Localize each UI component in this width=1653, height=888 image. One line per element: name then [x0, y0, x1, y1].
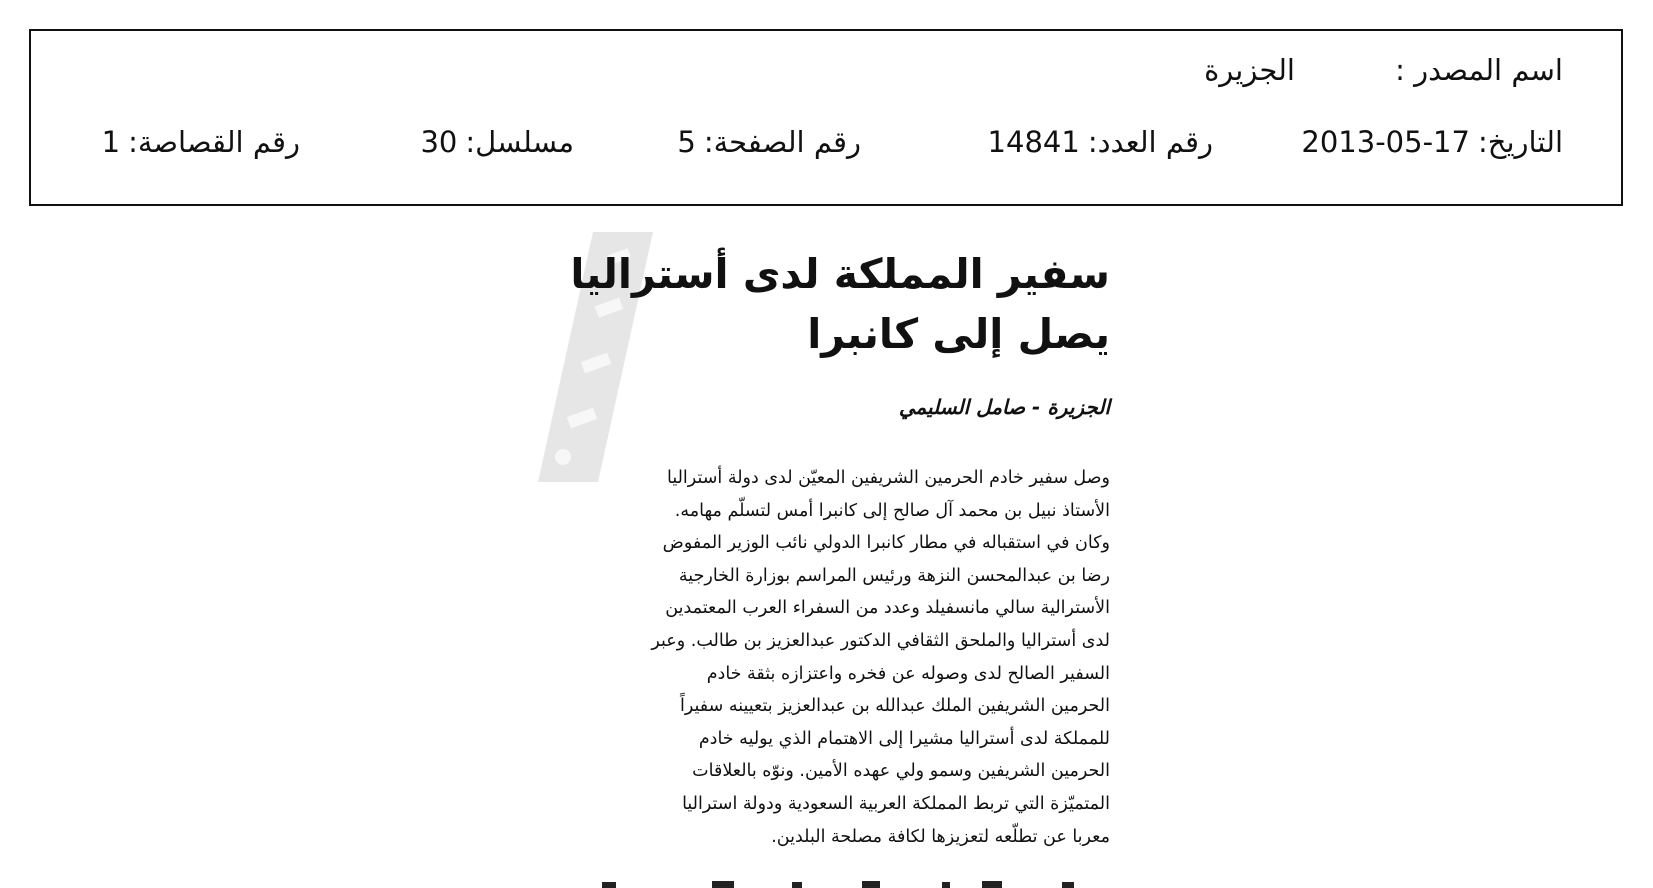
- serial-label: مسلسل:: [465, 125, 574, 159]
- source-value-field: [1204, 53, 1295, 87]
- source-value: الجزيرة: [1204, 53, 1295, 87]
- page-value: 5: [677, 125, 696, 159]
- issue-label: رقم العدد:: [1087, 125, 1213, 159]
- clip-number-value: 1: [101, 125, 121, 159]
- article-body: [562, 462, 1110, 853]
- metadata-row-source: [71, 53, 1563, 87]
- serial-value: 30: [420, 125, 458, 159]
- article-headline: [570, 244, 1110, 364]
- headline-line-2: يصل إلى كانبرا: [807, 310, 1110, 358]
- body-line: الحرمين الشريفين وسمو ولي عهده الأمين. ونوّه بالعلاقات: [692, 761, 1110, 782]
- headline-line-1: سفير المملكة لدى أستراليا: [570, 250, 1110, 298]
- source-label: اسم المصدر :: [1395, 53, 1563, 87]
- issue-field: [861, 125, 1213, 159]
- newspaper-clipping: [530, 232, 1120, 888]
- article-byline: الجزيرة - صامل السليمي: [898, 395, 1110, 419]
- serial-field: [300, 125, 574, 159]
- date-field: [1213, 125, 1563, 159]
- source-field: [1295, 53, 1563, 87]
- body-line: للمملكة لدى أستراليا مشيرا إلى الاهتمام الذي يوليه خادم: [698, 728, 1110, 749]
- page-field: [574, 125, 861, 159]
- clipping-metadata-box: [29, 29, 1623, 206]
- body-line: لدى أستراليا والملحق الثقافي الدكتور عبدالعزيز بن طالب. وعبر: [651, 630, 1110, 651]
- body-line: رضا بن عبدالمحسن النزهة ورئيس المراسم بوزارة الخارجية: [678, 565, 1110, 586]
- issue-value: 14841: [987, 125, 1080, 159]
- body-line: المتميّزة التي تربط المملكة العربية السعودية ودولة استراليا: [682, 793, 1110, 814]
- clip-number-field: [102, 125, 300, 159]
- body-line: الحرمين الشريفين الملك عبدالله بن عبدالعزيز بتعيينه سفيراً: [679, 696, 1110, 717]
- body-line: الأسترالية سالي مانسفيلد وعدد من السفراء العرب المعتمدين: [665, 598, 1110, 619]
- cut-off-text-fragment: [562, 872, 1110, 888]
- body-line: معربا عن تطلّعه لتعزيزها لكافة مصلحة البلدين.: [771, 826, 1110, 847]
- body-line: السفير الصالح لدى وصوله عن فخره واعتزازه بثقة خادم: [706, 663, 1110, 684]
- body-line: وصل سفير خادم الحرمين الشريفين المعيّن لدى دولة أستراليا: [666, 468, 1110, 488]
- metadata-row-details: [71, 125, 1563, 159]
- clip-number-label: رقم القصاصة:: [128, 125, 300, 159]
- page-label: رقم الصفحة:: [703, 125, 861, 159]
- date-label: التاريخ:: [1477, 125, 1563, 159]
- body-line: الأستاذ نبيل بن محمد آل صالح إلى كانبرا أمس لتسلّم مهامه.: [674, 500, 1110, 521]
- body-line: وكان في استقباله في مطار كانبرا الدولي نائب الوزير المفوض: [662, 533, 1110, 554]
- date-value: 2013-05-17: [1301, 125, 1470, 159]
